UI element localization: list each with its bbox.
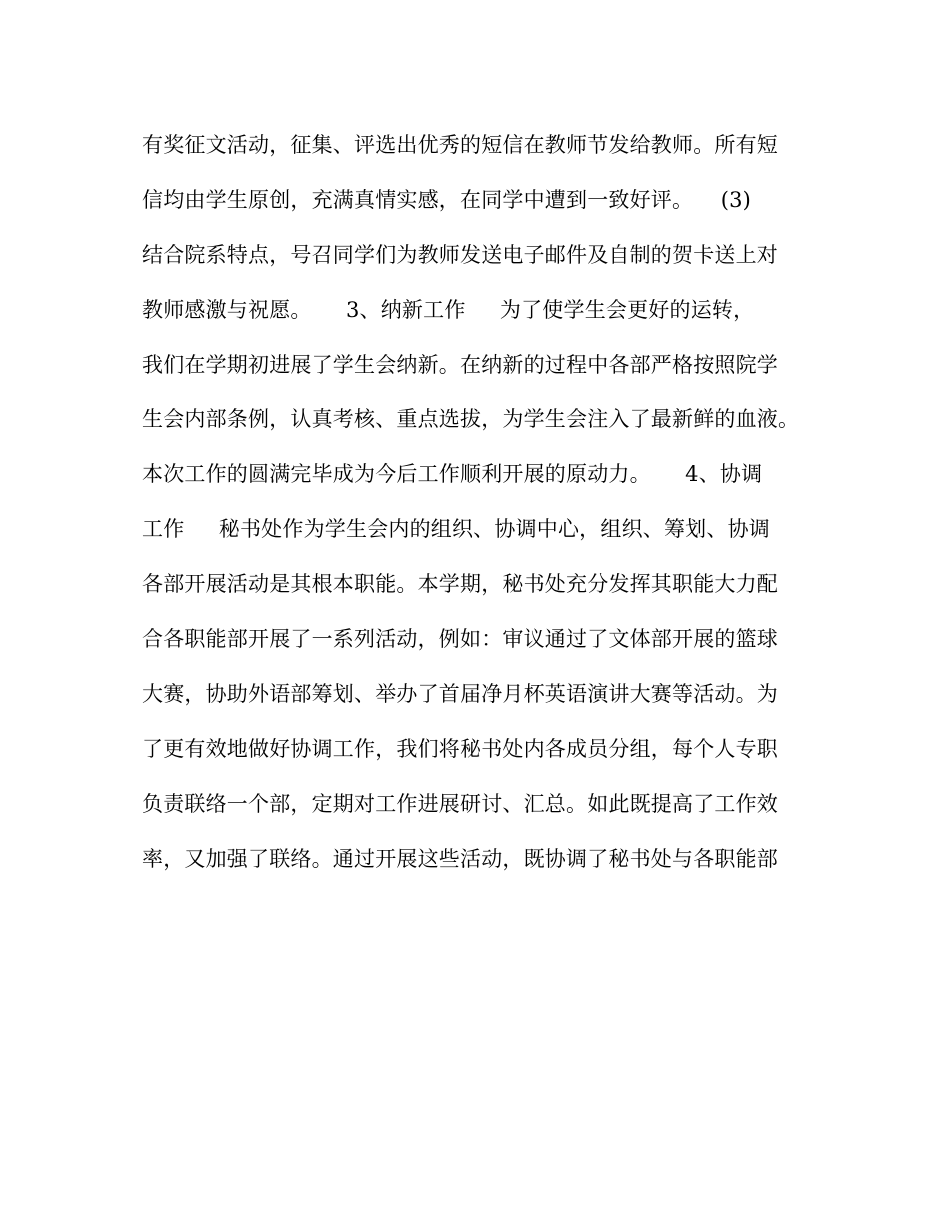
body-text	[142, 118, 822, 886]
text-line: 生会内部条例，认真考核、重点选拔，为学生会注入了最新鲜的血液。	[142, 407, 800, 432]
text-line: 我们在学期初进展了学生会纳新。在纳新的过程中各部严格按照院学	[142, 352, 778, 377]
text-line: 教师感激与祝愿。 3、纳新工作 为了使学生会更好的运转，	[142, 297, 755, 322]
text-line: 大赛，协助外语部筹划、举办了首届净月杯英语演讲大赛等活动。为	[142, 681, 778, 706]
text-line: 有奖征文活动，征集、评选出优秀的短信在教师节发给教师。所有短	[142, 133, 778, 157]
text-line: 信均由学生原创，充满真情实感，在同学中遭到一致好评。 (3)	[142, 187, 752, 212]
text-line: 工作 秘书处作为学生会内的组织、协调中心，组织、筹划、协调	[142, 517, 770, 542]
text-line: 率，又加强了联络。通过开展这些活动，既协调了秘书处与各职能部	[142, 846, 778, 871]
text-line: 负责联络一个部，定期对工作进展研讨、汇总。如此既提高了工作效	[142, 791, 778, 816]
text-line: 本次工作的圆满完毕成为今后工作顺利开展的原动力。 4、协调	[142, 462, 763, 487]
text-line: 各部开展活动是其根本职能。本学期，秘书处充分发挥其职能大力配	[142, 572, 778, 597]
text-line: 结合院系特点，号召同学们为教师发送电子邮件及自制的贺卡送上对	[142, 242, 778, 267]
text-line: 了更有效地做好协调工作，我们将秘书处内各成员分组，每个人专职	[142, 736, 778, 761]
text-line: 合各职能部开展了一系列活动，例如：审议通过了文体部开展的篮球	[142, 627, 778, 652]
